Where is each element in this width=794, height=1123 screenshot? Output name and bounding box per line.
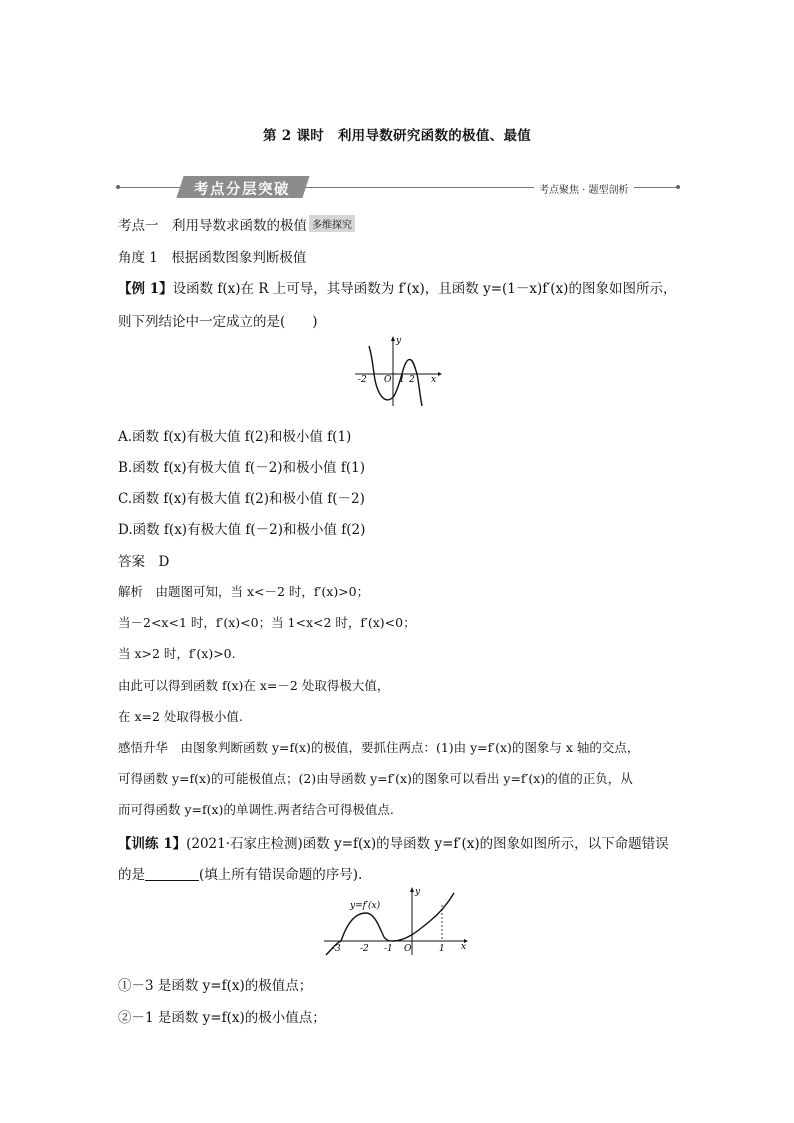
y-axis-label: y [396,336,402,346]
tick-label-1: 1 [399,375,405,385]
training-1 [118,832,669,852]
insight-line-1: 感悟升华 由图象判断函数 y=f(x)的极值，要抓住两点：(1)由 y=f′(x)的图象与 x 轴的交点， [118,740,640,755]
section-heading-text: 考点一 利用导数求函数的极值 [118,218,307,234]
training-text-2a: 的是 [118,867,145,883]
option-c: C.函数 f(x)有极大值 f(2)和极小值 f(－2) [118,491,365,507]
x-axis-label: x [461,942,467,952]
example-text-2: 则下列结论中一定成立的是( ) [118,314,318,330]
figure-2 [322,885,472,957]
y-axis-label: y [415,887,421,897]
proposition-2: ②－1 是函数 y=f(x)的极小值点； [118,1010,326,1026]
origin-label: O [384,375,392,385]
tick-label-1: 1 [439,944,445,954]
analysis-line-3: 当 x>2 时，f′(x)>0. [118,646,236,661]
tick-label-neg2: -2 [358,375,367,385]
tick-label-2: 2 [409,375,415,385]
training-label: 【训练 1】 [118,836,187,852]
tick-label-neg2: -2 [360,944,369,954]
training-text-2b: (填上所有错误命题的序号). [199,867,363,883]
curve-label: y=f′(x) [350,901,381,911]
tick-label-neg1: -1 [384,944,393,954]
y-axis-arrow [391,336,395,341]
origin-label: O [404,944,412,954]
banner-label: 考点分层突破 [194,182,290,198]
answer: 答案 D [118,554,170,570]
tick-label-neg3: -3 [332,944,341,954]
rule-dot-right [676,185,680,189]
section-heading [118,214,355,234]
angle-heading: 角度 1 根据函数图象判断极值 [118,250,307,266]
example-text: 设函数 f(x)在 R 上可导，其导函数为 f′(x)，且函数 y=(1－x)f′(x)的图象如图所示， [172,281,677,297]
analysis-line-4: 由此可以得到函数 f(x)在 x=－2 处取得极大值， [118,678,390,693]
insight-line-3: 而可得函数 y=f(x)的单调性.两者结合可得极值点. [118,802,394,817]
option-d: D.函数 f(x)有极大值 f(－2)和极小值 f(2) [118,522,366,538]
rule-dot-left [116,185,120,189]
insight-line-2: 可得函数 y=f(x)的可能极值点；(2)由导函数 y=f′(x)的图象可以看出 y=f′(x)的值的正负，从 [118,771,633,786]
example-label: 【例 1】 [118,281,173,297]
figure-1 [352,334,444,410]
answer-blank[interactable] [145,868,199,881]
option-a: A.函数 f(x)有极大值 f(2)和极小值 f(1) [118,429,352,445]
y-axis-arrow [410,887,414,892]
analysis-line-1: 解析 由题图可知，当 x<－2 时，f′(x)>0； [118,584,370,599]
page-title: 第 2 课时 利用导数研究函数的极值、最值 [262,128,532,144]
option-b: B.函数 f(x)有极大值 f(－2)和极小值 f(1) [118,460,365,476]
section-tag: 多维探究 [309,215,355,232]
analysis-line-5: 在 x=2 处取得极小值. [118,709,243,724]
proposition-1: ①－3 是函数 y=f(x)的极值点； [118,978,313,994]
training-text-2 [118,863,362,883]
example-1 [118,277,676,297]
x-axis-label: x [431,375,437,385]
training-text: (2021·石家庄检测)函数 y=f(x)的导函数 y=f′(x)的图象如图所示，以下命题错误 [186,836,669,852]
analysis-line-2: 当－2<x<1 时，f′(x)<0；当 1<x<2 时，f′(x)<0； [118,615,416,630]
banner-right-caption: 考点聚焦 · 题型剖析 [534,181,634,196]
x-axis-arrow [438,372,442,376]
